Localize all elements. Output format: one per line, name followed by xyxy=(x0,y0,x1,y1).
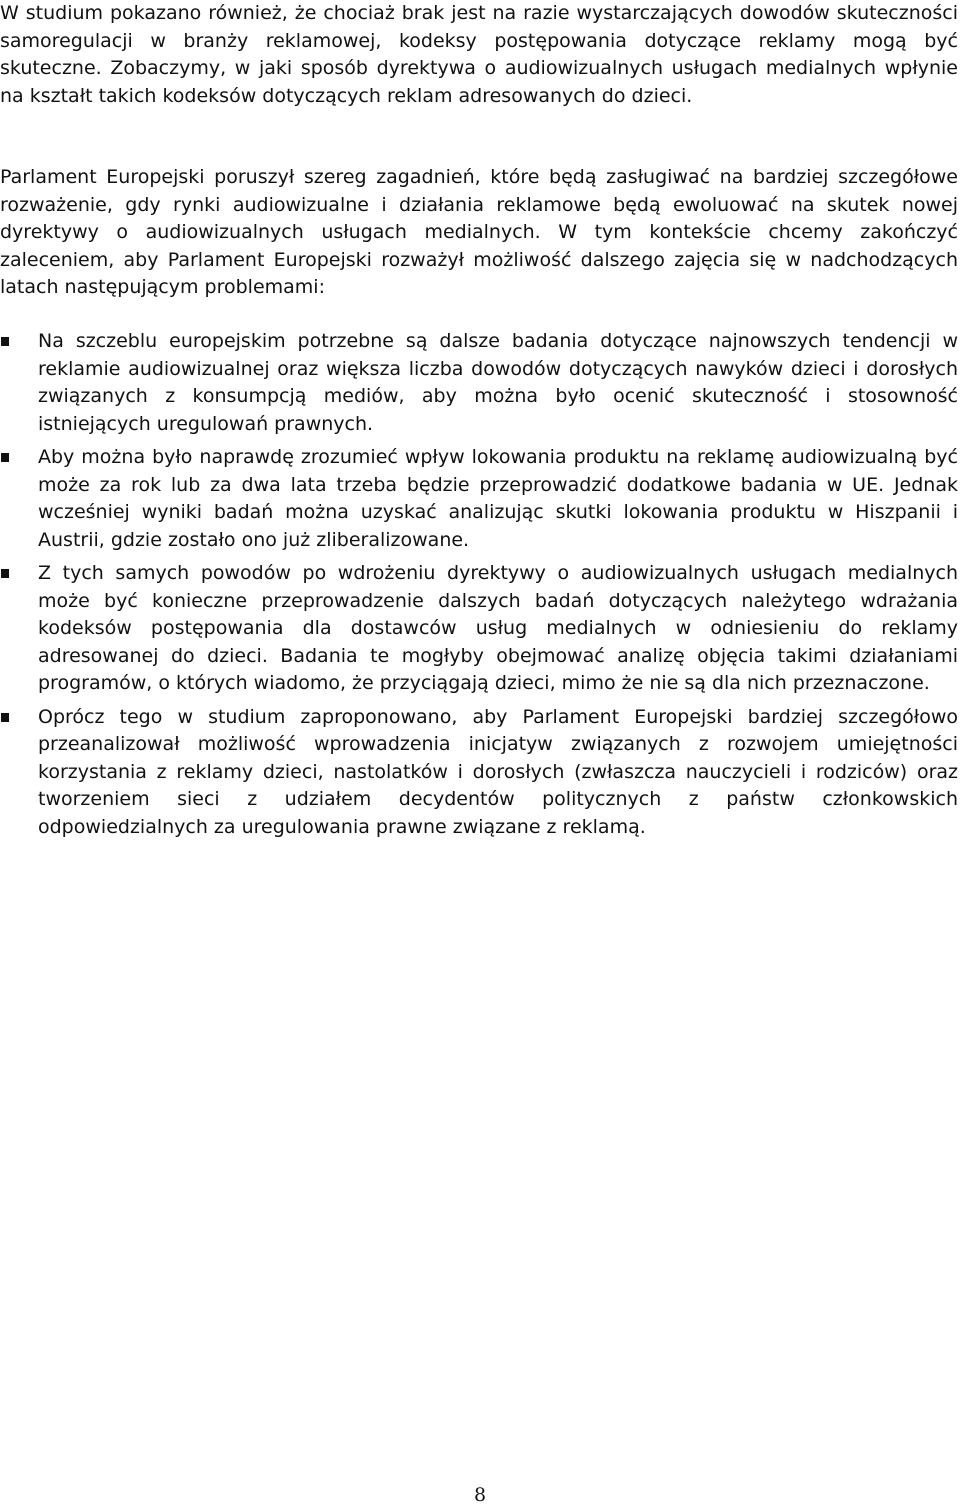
square-bullet-icon xyxy=(1,337,9,346)
list-item xyxy=(0,444,958,554)
square-bullet-icon xyxy=(1,713,9,722)
list-item xyxy=(0,328,958,438)
square-bullet-icon xyxy=(1,453,9,462)
recommendation-text: Oprócz tego w studium zaproponowano, aby Parlament Europejski bardziej szczegółowo przeanalizował możliwość wprowadzenia inicjatyw związanych z rozwojem umiejętności korzystania z reklamy dzieci, nastolatków i dorosłych (zwłaszcza nauczycieli i rodziców) oraz tworzeniem sieci z udziałem decydentów politycznych z państw członkowskich odpowiedzialnych za uregulowania prawne związane z reklamą. xyxy=(38,705,958,838)
recommendation-text: Z tych samych powodów po wdrożeniu dyrektywy o audiowizualnych usługach medialnych może być konieczne przeprowadzenie dalszych badań dotyczących należytego wdrażania kodeksów postępowania dla dostawców usług medialnych w odniesieniu do reklamy adresowanej do dzieci. Badania te mogłyby obejmować analizę objęcia takimi działaniami programów, o których wiadomo, że przyciągają dzieci, mimo że nie są dla nich przeznaczone. xyxy=(38,562,958,694)
list-item xyxy=(0,560,958,698)
page-number: 8 xyxy=(473,1484,487,1506)
recommendation-text: Aby można było naprawdę zrozumieć wpływ lokowania produktu na reklamę audiowizualną być może za rok lub za dwa lata trzeba będzie przeprowadzić dodatkowe badania w UE. Jednak wcześniej wyniki badań można uzyskać analizując skutki lokowania produktu w Hiszpanii i Austrii, gdzie zostało ono już zliberalizowane. xyxy=(38,446,958,551)
intro-paragraph: W studium pokazano również, że chociaż brak jest na razie wystarczających dowodów skuteczności samoregulacji w branży reklamowej, kodeksy postępowania dotyczące reklamy mogą być skuteczne. Zobaczymy, w jaki sposób dyrektywa o audiowizualnych usługach medialnych wpłynie na kształt takich kodeksów dotyczących reklam adresowanych do dzieci. xyxy=(0,2,958,107)
parliament-paragraph: Parlament Europejski poruszył szereg zagadnień, które będą zasługiwać na bardziej szczegółowe rozważenie, gdy rynki audiowizualne i działania reklamowe będą ewoluować na skutek nowej dyrektywy o audiowizualnych usługach medialnych. W tym kontekście chcemy zakończyć zaleceniem, aby Parlament Europejski rozważył możliwość dalszego zajęcia się w nadchodzących latach następującym problemami: xyxy=(0,166,958,298)
list-item xyxy=(0,704,958,842)
recommendation-text: Na szczeblu europejskim potrzebne są dalsze badania dotyczące najnowszych tendencji w reklamie audiowizualnej oraz większa liczba dowodów dotyczących nawyków dzieci i dorosłych związanych z konsumpcją mediów, aby można było ocenić skuteczność i stosowność istniejących uregulowań prawnych. xyxy=(38,330,958,435)
recommendations-list xyxy=(0,328,958,847)
square-bullet-icon xyxy=(1,569,9,578)
